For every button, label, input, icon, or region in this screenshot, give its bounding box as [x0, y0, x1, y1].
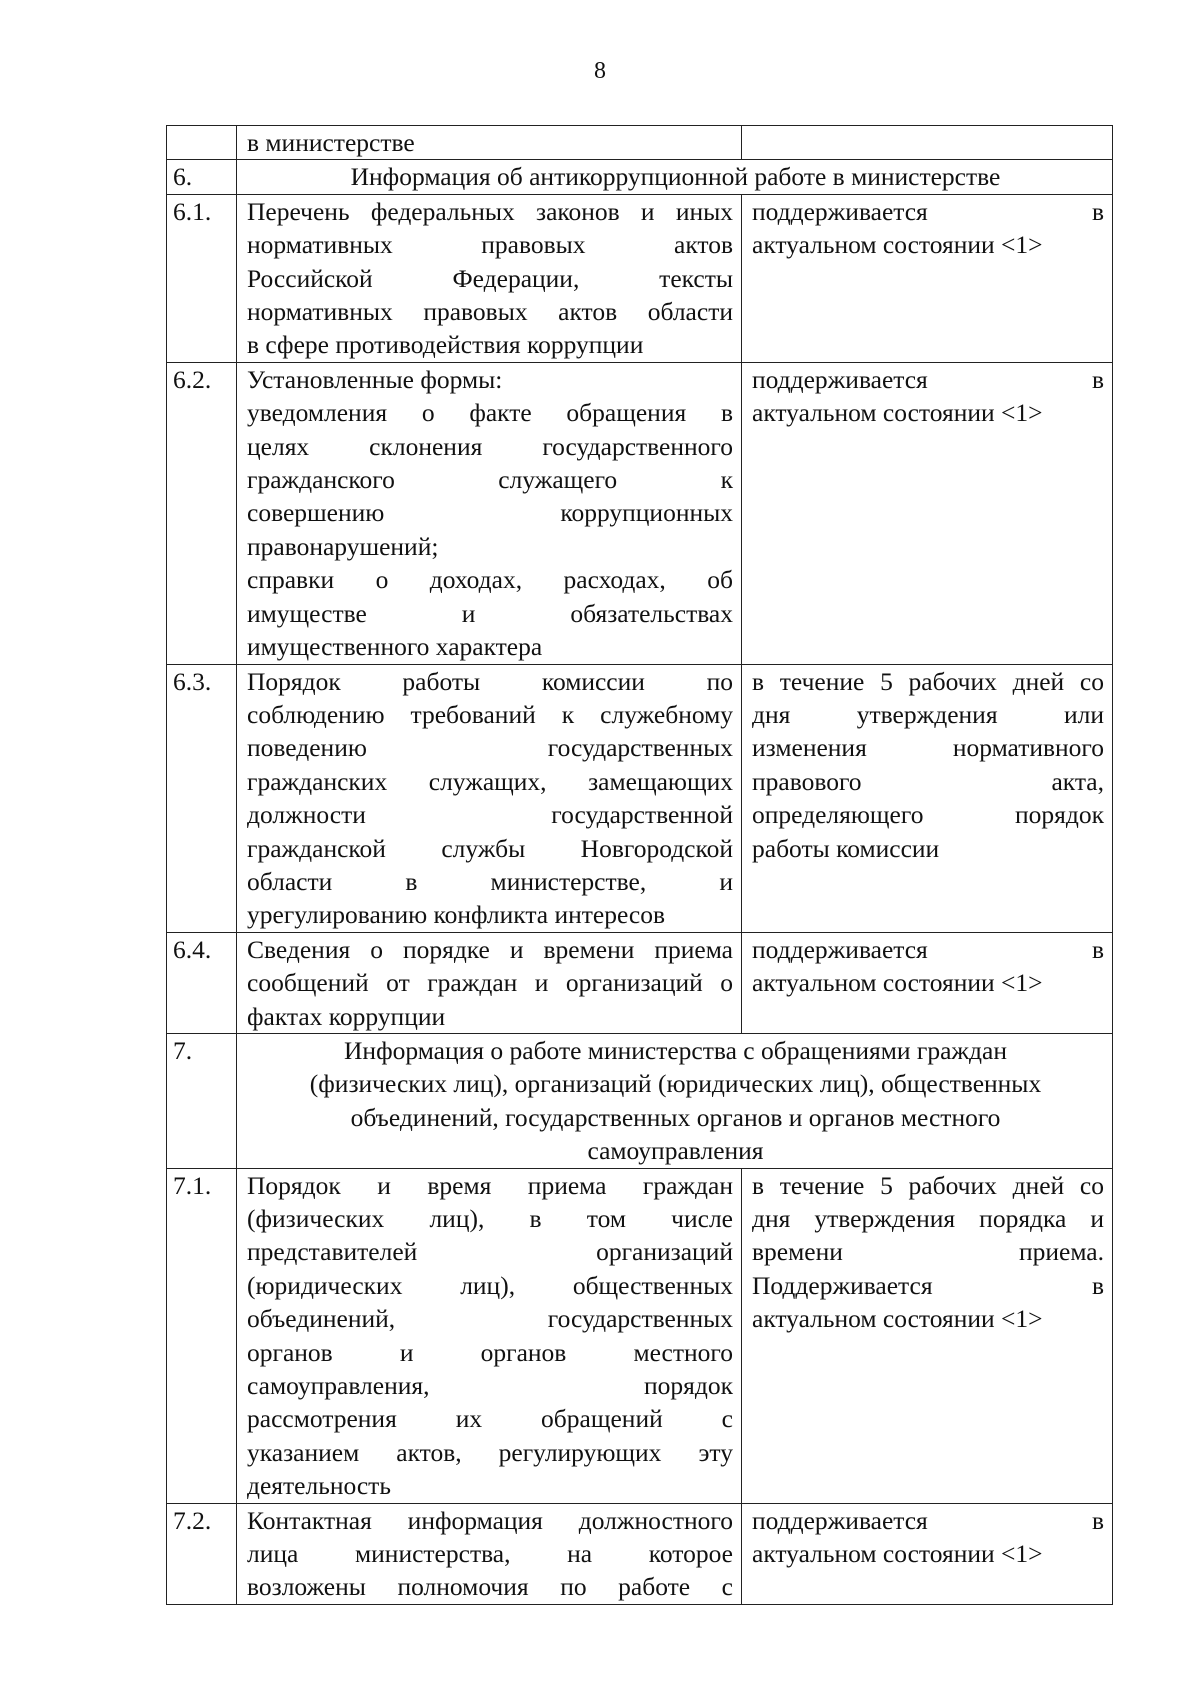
description-line: рассмотрения их обращений с	[247, 1404, 733, 1434]
description-line: совершению коррупционных	[247, 498, 733, 528]
term-line: изменения нормативного	[752, 733, 1104, 763]
term-cell	[742, 932, 1113, 1033]
term-line: поддерживается в	[752, 934, 1104, 964]
description-line: Порядок и время приема граждан	[247, 1170, 733, 1200]
description-line: самоуправления, порядок	[247, 1371, 733, 1401]
description-line: лица министерства, на которое	[247, 1539, 733, 1569]
section-title-line: самоуправления	[587, 1136, 764, 1166]
term-cell	[742, 1168, 1113, 1503]
information-table	[166, 125, 1113, 1605]
term-line: дня утверждения или	[752, 699, 1104, 729]
term-line: определяющего порядок	[752, 800, 1104, 830]
row-number: 7.2.	[167, 1503, 237, 1604]
description-line: нормативных правовых актов области	[247, 297, 733, 327]
description-line: гражданских служащих, замещающих	[247, 766, 733, 796]
description-line: нормативных правовых актов	[247, 230, 733, 260]
table-row-7-2	[167, 1503, 1113, 1604]
term-line: поддерживается в	[752, 364, 1104, 394]
description-line: в сфере противодействия коррупции	[247, 330, 644, 360]
term-cell	[742, 362, 1113, 664]
term-cell	[742, 194, 1113, 362]
term-cell	[742, 1503, 1113, 1604]
description-line: (физических лиц), в том числе	[247, 1204, 733, 1233]
term-line: актуальном состоянии <1>	[752, 968, 1043, 998]
description-line: (юридических лиц), общественных	[247, 1270, 733, 1300]
description-line: Порядок работы комиссии по	[247, 666, 733, 696]
description-cell	[237, 1168, 742, 1503]
section-number: 6.	[167, 160, 237, 194]
term-line: времени приема.	[752, 1237, 1104, 1267]
section-row-7	[167, 1033, 1113, 1168]
section-title	[237, 1033, 1113, 1168]
description-cell	[237, 362, 742, 664]
description-cell	[237, 932, 742, 1033]
description-line: сообщений от граждан и организаций о	[247, 968, 733, 998]
description-line: справки о доходах, расходах, об	[247, 565, 733, 595]
description-line: деятельность	[247, 1471, 391, 1501]
row-number: 6.1.	[167, 194, 237, 362]
page-number: 8	[594, 58, 606, 84]
description-line: области в министерстве, и	[247, 866, 733, 896]
description-line: представителей организаций	[247, 1237, 733, 1267]
term-line: в течение 5 рабочих дней со	[752, 666, 1104, 696]
description-line: возложены полномочия по работе с	[247, 1572, 733, 1602]
description-line: Российской Федерации, тексты	[247, 263, 733, 293]
description-line: правонарушений;	[247, 531, 439, 561]
description-line: имуществе и обязательствах	[247, 598, 733, 628]
table-row-6-2	[167, 362, 1113, 664]
table-row-7-1	[167, 1168, 1113, 1503]
description-line: гражданского служащего к	[247, 465, 733, 495]
description-line: Установленные формы:	[247, 364, 503, 394]
description-line: фактах коррупции	[247, 1001, 446, 1031]
term-line: актуальном состоянии <1>	[752, 1304, 1043, 1334]
table-row-continuation	[167, 126, 1113, 160]
description-line: объединений, государственных	[247, 1304, 733, 1334]
term-line: поддерживается в	[752, 196, 1104, 226]
term-line: работы комиссии	[752, 833, 940, 863]
description-line: соблюдению требований к служебному	[247, 699, 733, 729]
section-number: 7.	[167, 1033, 237, 1168]
description-line: урегулированию конфликта интересов	[247, 900, 666, 930]
term-line: актуальном состоянии <1>	[752, 398, 1043, 428]
description-cell	[237, 664, 742, 932]
term-cell	[742, 126, 1113, 160]
description-line: поведению государственных	[247, 733, 733, 763]
description-line: уведомления о факте обращения в	[247, 398, 733, 428]
description-line: органов и органов местного	[247, 1337, 733, 1367]
description-line: Сведения о порядке и времени приема	[247, 934, 733, 964]
section-row-6	[167, 160, 1113, 194]
row-number: 7.1.	[167, 1168, 237, 1503]
term-line: актуальном состоянии <1>	[752, 230, 1043, 260]
section-title-line: (физических лиц), организаций (юридических лиц), общественных	[309, 1069, 1042, 1099]
description-line: гражданской службы Новгородской	[247, 833, 733, 863]
description-line: целях склонения государственного	[247, 431, 733, 461]
row-number: 6.3.	[167, 664, 237, 932]
section-title-line: объединений, государственных органов и органов местного	[350, 1102, 1001, 1132]
table-row-6-1	[167, 194, 1113, 362]
row-number: 6.2.	[167, 362, 237, 664]
description-cell	[237, 1503, 742, 1604]
term-line: в течение 5 рабочих дней со	[752, 1170, 1104, 1200]
description-line: должности государственной	[247, 800, 733, 830]
description-line: Перечень федеральных законов и иных	[247, 196, 733, 226]
row-number-cell	[167, 126, 237, 160]
term-line: дня утверждения порядка и	[752, 1204, 1104, 1233]
term-cell	[742, 664, 1113, 932]
description-line: указанием актов, регулирующих эту	[247, 1437, 733, 1467]
description-cell: в министерстве	[237, 126, 742, 160]
row-number: 6.4.	[167, 932, 237, 1033]
description-line: Контактная информация должностного	[247, 1505, 733, 1535]
table-row-6-4	[167, 932, 1113, 1033]
term-line: Поддерживается в	[752, 1270, 1104, 1300]
table-row-6-3	[167, 664, 1113, 932]
section-title: Информация об антикоррупционной работе в министерстве	[237, 160, 1113, 194]
section-title-line: Информация о работе министерства с обращениями граждан	[344, 1035, 1007, 1065]
term-line: актуальном состоянии <1>	[752, 1539, 1043, 1569]
description-cell	[237, 194, 742, 362]
term-line: правового акта,	[752, 766, 1104, 796]
term-line: поддерживается в	[752, 1505, 1104, 1535]
description-line: имущественного характера	[247, 632, 543, 662]
